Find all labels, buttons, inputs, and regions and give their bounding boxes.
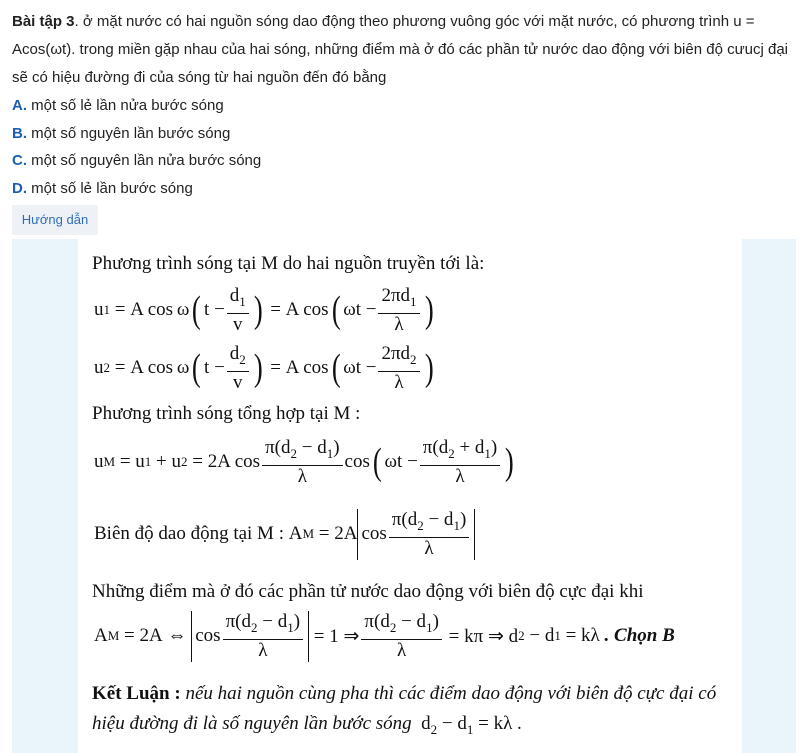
solution-line-4: Những điểm mà ở đó các phần tử nước dao động với biên độ cực đại khi <box>92 581 644 602</box>
option-b[interactable]: B. một số nguyên lần bước sóng <box>12 124 231 142</box>
equation-max-condition: A M = 2A ⇔ cos $\frac{\pi(d_2 - d_1)}{\lambda}$ = 1 ⇒ $\frac{\pi(d_2 - d_1)}{\lambda}$ = kπ ⇒ d 2 − d 1 = kλ . Chọn B <box>94 611 675 661</box>
conclusion-line-2: hiệu đường đi là số nguyên lần bước sóng $d_2 - d_1 = k\lambda$ . <box>92 713 522 737</box>
equation-u1: u 1 = A cos ω ( t − $\frac{d_1}{v}$ ) = A cos ( ωt − $\frac{2\pi d_1}{\lambda}$ ) <box>94 285 434 335</box>
guide-button[interactable]: Hướng dẫn <box>12 205 98 235</box>
equation-amplitude: Biên độ dao động tại M : A M = 2A cos $\frac{\pi(d_2 - d_1)}{\lambda}$ <box>94 509 475 560</box>
solution-line-1: Phương trình sóng tại M do hai nguồn truyền tới là: <box>92 253 485 274</box>
question-block <box>12 8 788 202</box>
conclusion-line-1: Kết Luận : nếu hai nguồn cùng pha thì các điểm dao động với biên độ cực đại có <box>92 683 717 704</box>
equation-u2: u 2 = A cos ω ( t − $\frac{d_2}{v}$ ) = A cos ( ωt − $\frac{2\pi d_2}{\lambda}$ ) <box>94 343 434 393</box>
option-c[interactable]: C. một số nguyên lần nửa bước sóng <box>12 152 262 169</box>
option-a[interactable]: A. một số lẻ lần nửa bước sóng <box>12 97 224 114</box>
question-label: Bài tập 3 <box>12 13 75 30</box>
question-body: . ở mặt nước có hai nguồn sóng dao động theo phương vuông góc với mặt nước, có phương trình u = Acos(ωt). trong miền gặp nhau của hai sóng, những điểm mà ở đó các phần tử nước dao động với biên độ cưucj đại sẽ có hiệu đường đi của sóng từ hai nguồn đến đó bằng <box>12 13 788 86</box>
solution-line-2: Phương trình sóng tổng hợp tại M : <box>92 403 361 424</box>
question-text <box>12 8 788 92</box>
equation-um: u M = u 1 + u 2 = 2A cos $\frac{\pi(d_2 - d_1)}{\lambda}$ cos ( ωt − $\frac{\pi(d_2 + d_1)}{\lambda}$ ) <box>94 437 515 487</box>
solution-panel <box>12 239 796 753</box>
option-d[interactable]: D. một số lẻ lần bước sóng <box>12 179 193 197</box>
solution-image <box>78 239 742 753</box>
